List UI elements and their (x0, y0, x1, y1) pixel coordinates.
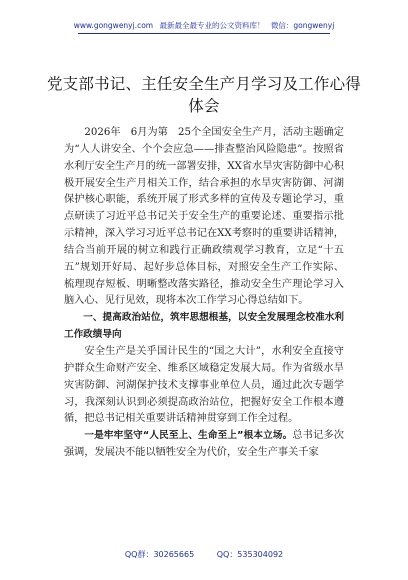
page-footer (0, 549, 408, 560)
body-paragraph-3 (64, 428, 344, 462)
wechat-id: 微信：gongwenyj (270, 21, 335, 30)
header-slogan: 最新最全最专业的公文资料库！ (159, 21, 265, 30)
paragraph-3-bold-lead: 一是牢牢坚守“人民至上、生命至上”根本立场。 (84, 430, 293, 442)
site-url[interactable]: www.gongwenyj.com (73, 21, 154, 30)
section-heading-1: 一、提高政治站位，筑牢思想根基，以安全发展理念校准水利工作政绩导向 (64, 312, 344, 341)
qq-number: QQ：535304092 (216, 550, 284, 559)
body-paragraph-2: 安全生产是关乎国计民生的“国之大计”，水利安全直接守护群众生命财产安全、维系区域稳定发展大局。作为省级水旱灾害防御、河湖保护技术支撑事业单位人员，通过此次专题学习，我深刻认识到必须提高政治站位，把握好安全工作根本遵循，把总书记相关重要讲话精神贯穿到工作全过程。 (64, 345, 344, 425)
qq-group: QQ群：30265665 (124, 550, 195, 559)
document-body (64, 125, 344, 462)
header-rule (78, 33, 330, 34)
site-header (0, 20, 408, 31)
paragraph-3-text: 总书记多次强调，发展决不能以牺牲安全为代价，安全生产事关千家 (64, 430, 344, 459)
intro-paragraph: 2026年 6月为第 25个全国安全生产月，活动主题确定为“人人讲安全、个个会应急——排查整治风险隐患”。按照省水利厅安全生产月的统一部署安排，XX省水旱灾害防御中心积极开展安全生产月相关工作，结合承担的水旱灾害防御、河湖保护核心职能，系统开展了形式多样的宣传及专题论学习，重点研读了习近平总书记关于安全生产的重要论述、重要指示批示精神，深入学习习近平总书记在XX考察时的重要讲话精神，结合当前开展的树立和践行正确政绩观学习教育，立足“十五五”规划开好局、起好步总体目标，对照安全生产工作实际、梳理现存短板、明晰整改落实路径，推动安全生产理论学习入脑入心、见行见效，现将本次工作学习心得总结如下。 (64, 127, 344, 307)
page-title: 党支部书记、主任安全生产月学习及工作心得体会 (46, 75, 361, 115)
